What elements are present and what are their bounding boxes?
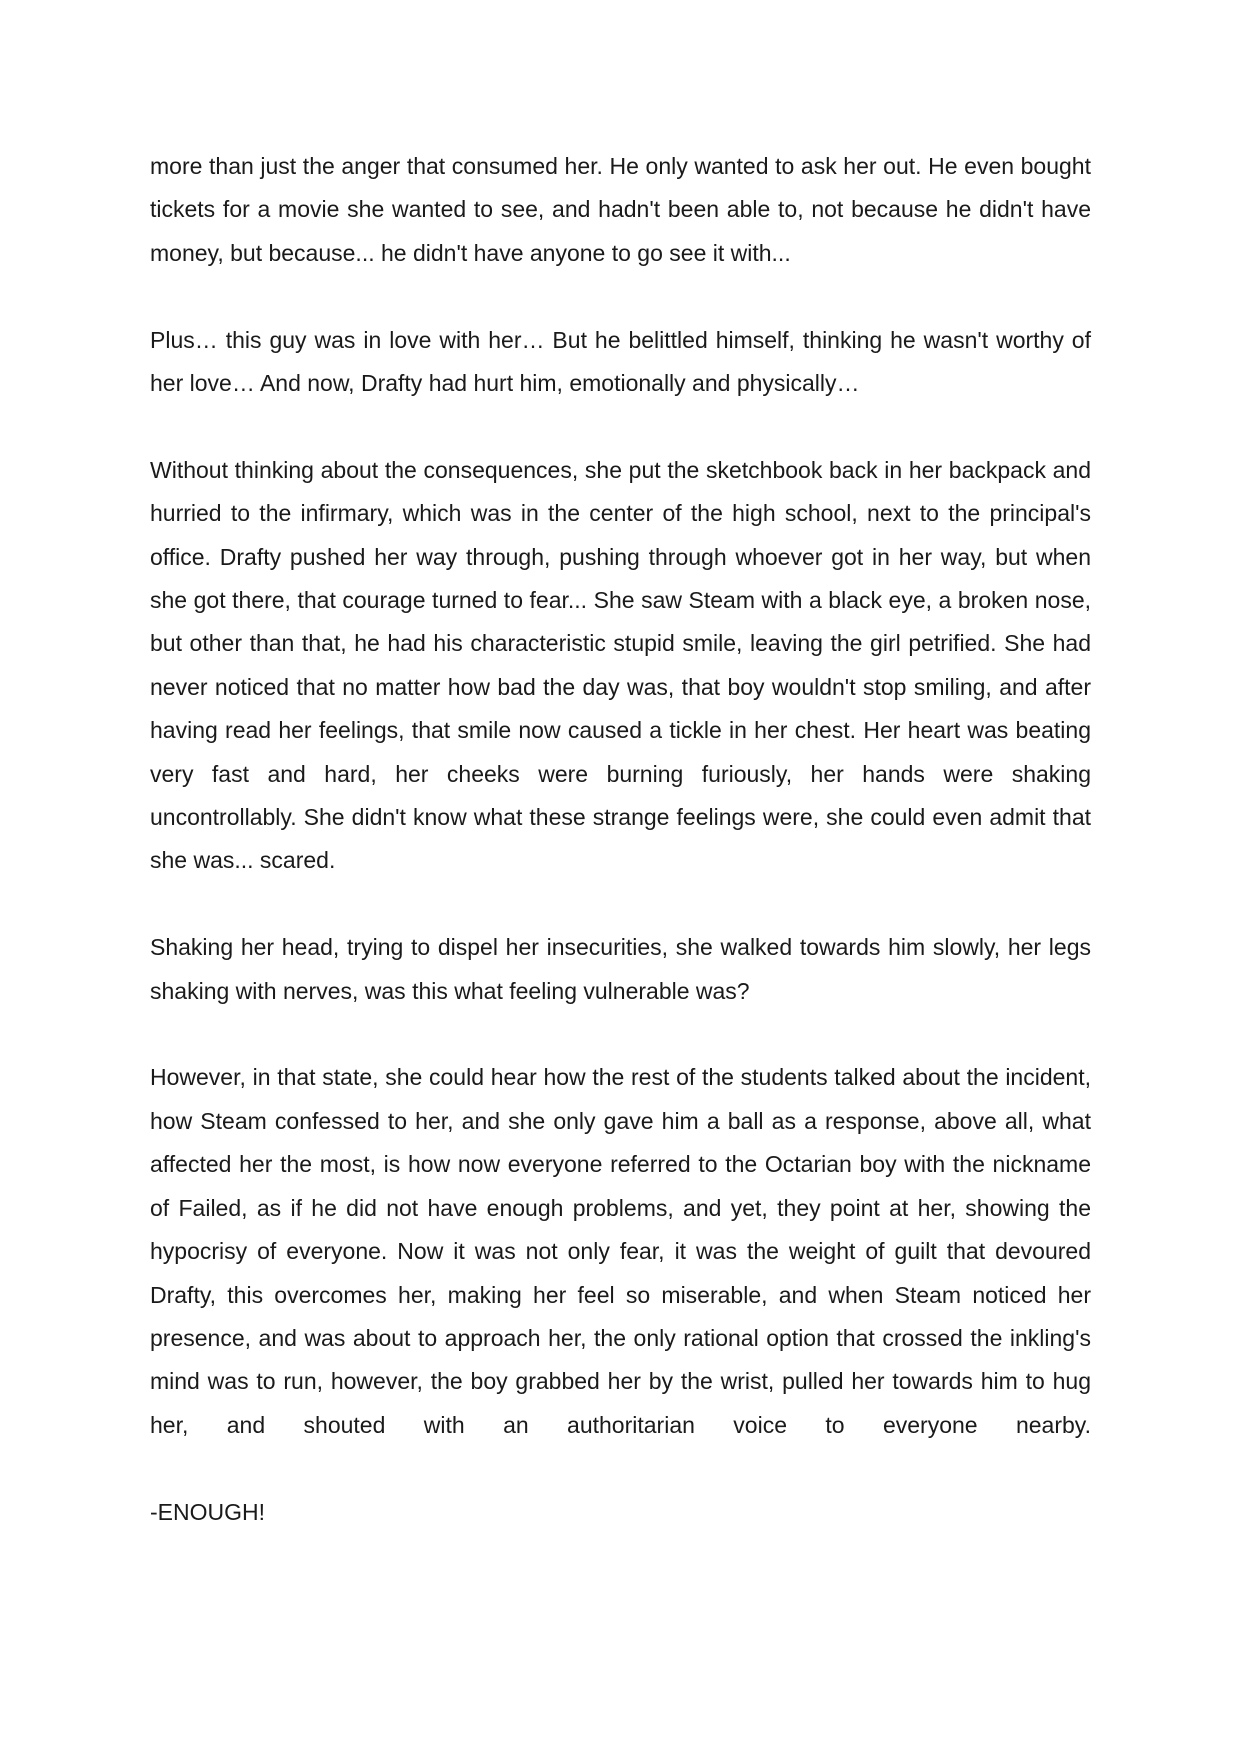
paragraph-6: -ENOUGH! xyxy=(150,1498,265,1525)
paragraph-3: Without thinking about the consequences, she put the sketchbook back in her backpack and hurried to the infirmary, which was in the center of the high school, next to the principal's office. Drafty pushed her way through, pushing through whoever got in her way, but when she got there, that courage turned to fear... She saw Steam with a black eye, a broken nose, but other than that, he had his characteristic stupid smile, leaving the girl petrified. She had never noticed that no matter how bad the day was, that boy wouldn't stop smiling, and after having read her feelings, that smile now caused a tickle in her chest. Her heart was beating very fast and hard, her cheeks were burning furiously, her hands were shaking uncontrollably. She didn't know what these strange feelings were, she could even admit that she was... scared. xyxy=(150,456,1091,874)
paragraph-4: Shaking her head, trying to dispel her insecurities, she walked towards him slowly, her legs shaking with nerves, was this what feeling vulnerable was? xyxy=(150,934,1091,1004)
paragraph-5: However, in that state, she could hear how the rest of the students talked about the incident, how Steam confessed to her, and she only gave him a ball as a response, above all, what affected her the most, is how now everyone referred to the Octarian boy with the nickname of Failed, as if he did not have enough problems, and yet, they point at her, showing the hypocrisy of everyone. Now it was not only fear, it was the weight of guilt that devoured Drafty, this overcomes her, making her feel so miserable, and when Steam noticed her presence, and was about to approach her, the only rational option that crossed the inkling's mind was to run, however, the boy grabbed her by the wrist, pulled her towards him to hug her, and shouted with an authoritarian voice to everyone nearby. xyxy=(150,1064,1091,1438)
paragraph-1: more than just the anger that consumed her. He only wanted to ask her out. He even bought tickets for a movie she wanted to see, and hadn't been able to, not because he didn't have money, but because... he didn't have anyone to go see it with... xyxy=(150,153,1091,266)
document-page xyxy=(150,145,1091,1577)
paragraph-2: Plus… this guy was in love with her… But he belittled himself, thinking he wasn't worthy of her love… And now, Drafty had hurt him, emotionally and physically… xyxy=(150,326,1091,397)
